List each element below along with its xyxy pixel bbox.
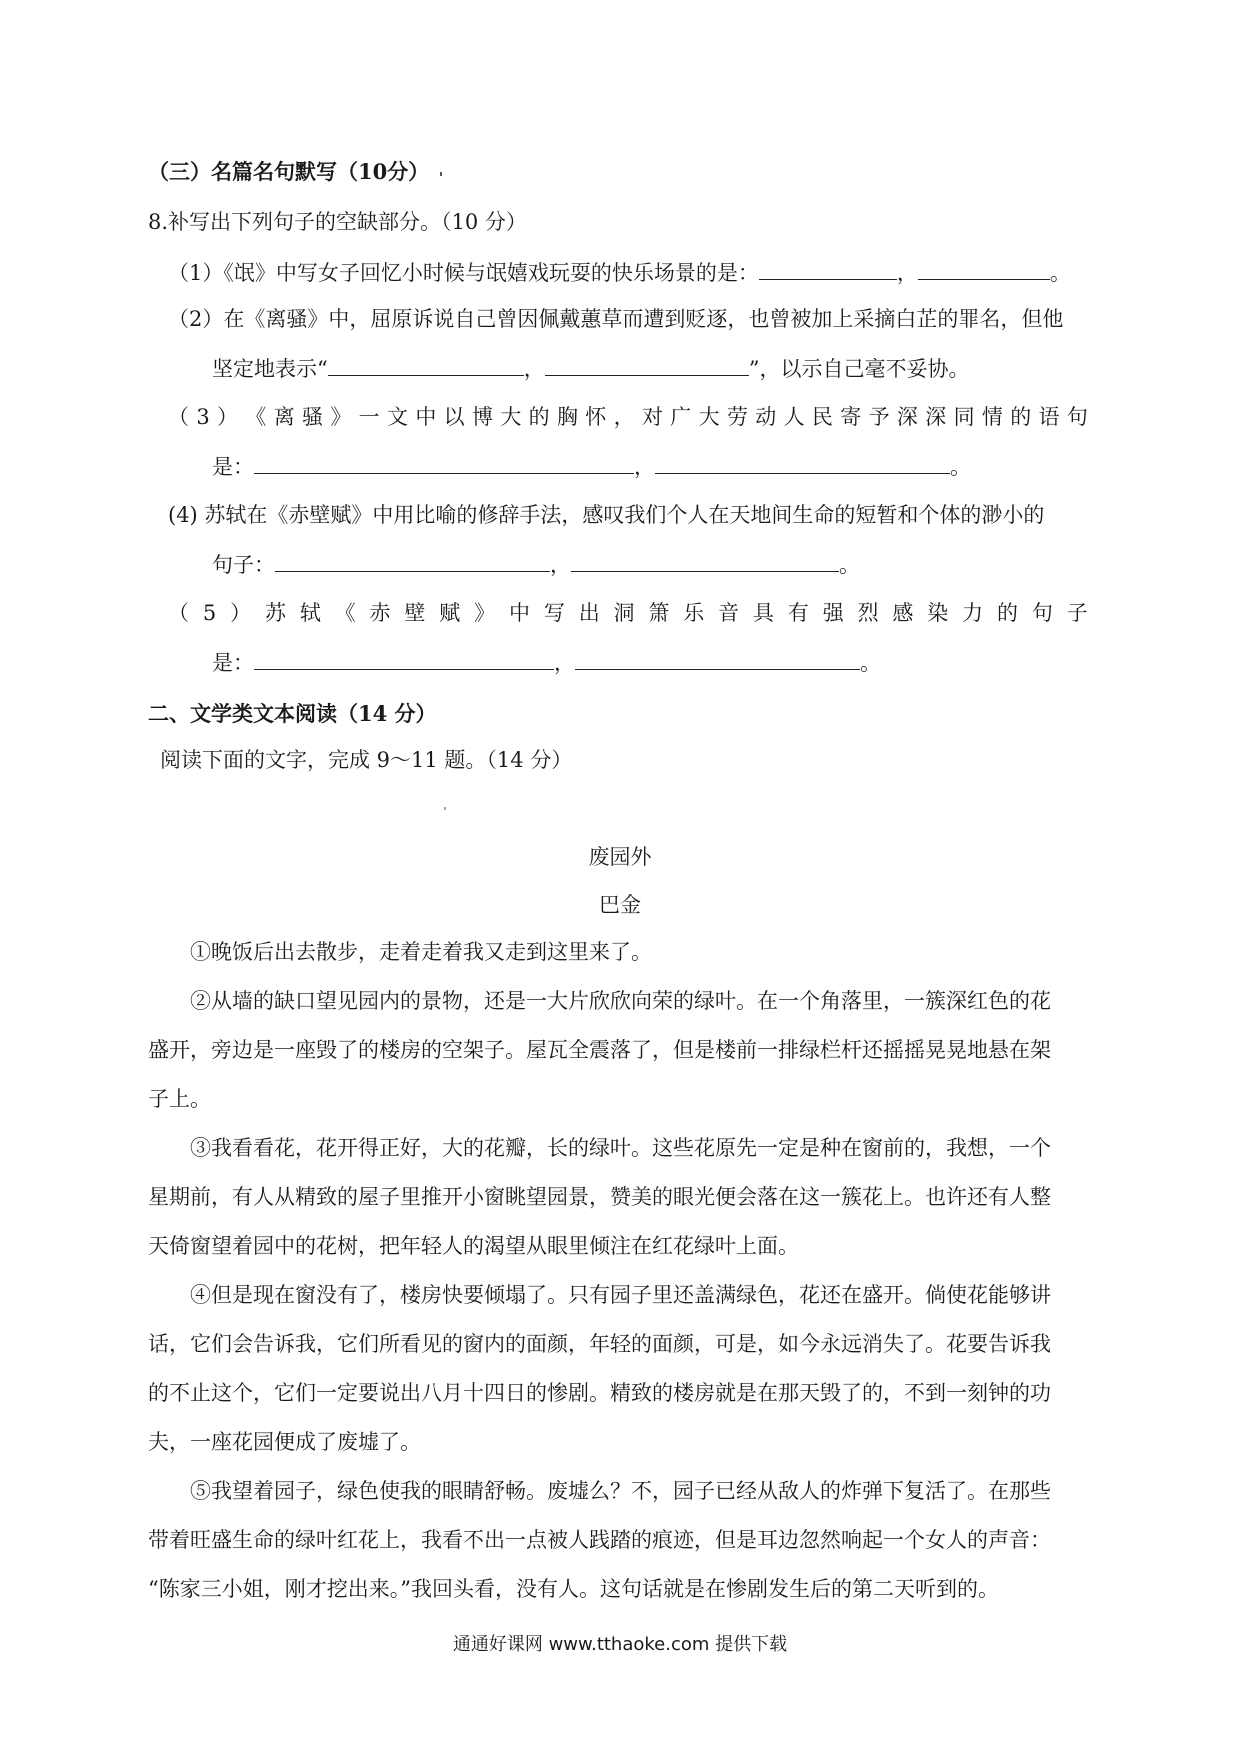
spaced-char: 中 — [415, 405, 437, 429]
print-speck — [440, 172, 442, 176]
spaced-char: 寄 — [840, 405, 862, 429]
print-speck — [444, 807, 446, 810]
spaced-char: 深 — [925, 405, 947, 429]
spaced-char: 的 — [997, 601, 1018, 625]
period: 。 — [950, 455, 971, 479]
article-paragraph-3-line-3: 天倚窗望着园中的花树，把年轻人的渴望从眼里倾注在红花绿叶上面。 — [148, 1234, 799, 1258]
spaced-char: 3 — [196, 405, 210, 429]
q8-item-1 — [168, 257, 1071, 288]
spaced-char: 壁 — [404, 601, 426, 625]
spaced-char: 音 — [718, 601, 740, 625]
spaced-char: 的 — [1010, 405, 1032, 429]
spaced-char: 语 — [1038, 405, 1060, 429]
article-paragraph-5-line-3: “陈家三小姐，刚才挖出来。”我回头看，没有人。这句话就是在惨剧发生后的第二天听到的。 — [148, 1577, 999, 1601]
article-paragraph-5-line-2: 带着旺盛生命的绿叶红花上，我看不出一点被人践踏的痕迹，但是耳边忽然响起一个女人的声音： — [148, 1528, 1051, 1552]
spaced-char: 染 — [927, 601, 949, 625]
comma: ， — [550, 553, 571, 577]
spaced-char: 劳 — [726, 405, 748, 429]
answer-blank[interactable] — [655, 451, 950, 474]
spaced-char: ， — [613, 405, 635, 429]
answer-blank[interactable] — [254, 451, 634, 474]
spaced-char: 出 — [578, 601, 600, 625]
spaced-char: 《 — [334, 601, 356, 625]
spaced-char: 予 — [868, 405, 890, 429]
spaced-char: 怀 — [585, 405, 607, 429]
spaced-char: 对 — [641, 405, 663, 429]
answer-blank[interactable] — [328, 353, 524, 376]
comma: ， — [896, 261, 918, 285]
article-paragraph-2-line-3: 子上。 — [148, 1087, 211, 1111]
spaced-char: 力 — [962, 601, 984, 625]
q8-item-5-line-2 — [212, 647, 881, 678]
spaced-char: 离 — [273, 405, 295, 429]
spaced-char: 大 — [698, 405, 720, 429]
reading-instruction: 阅读下面的文字，完成 9～11 题。（14 分） — [160, 748, 573, 772]
period: 。 — [860, 651, 881, 675]
item-2-tail: ”，以示自己毫不妥协。 — [748, 357, 970, 381]
spaced-char: 中 — [508, 601, 530, 625]
spaced-char: 感 — [892, 601, 914, 625]
answer-blank[interactable] — [759, 257, 897, 280]
spaced-char: （ — [168, 405, 189, 429]
spaced-char: 洞 — [613, 601, 635, 625]
q8-item-2-line-2 — [212, 353, 970, 384]
section-3-heading: （三）名篇名句默写（10分） — [148, 159, 430, 184]
spaced-char: 人 — [783, 405, 805, 429]
spaced-char: 一 — [358, 405, 380, 429]
article-paragraph-1: ①晚饭后出去散步，走着走着我又走到这里来了。 — [190, 940, 652, 964]
item-5-lead: 是： — [212, 651, 254, 675]
answer-blank[interactable] — [575, 647, 860, 670]
spaced-char: 深 — [896, 405, 918, 429]
spaced-char: 烈 — [857, 601, 879, 625]
spaced-char: 写 — [543, 601, 565, 625]
spaced-char: 民 — [811, 405, 833, 429]
article-paragraph-2-line-1: ②从墙的缺口望见园内的景物，还是一大片欣欣向荣的绿叶。在一个角落里，一簇深红色的花 — [190, 989, 1051, 1013]
article-paragraph-3-line-2: 星期前，有人从精致的屋子里推开小窗眺望园景，赞美的眼光便会落在这一簇花上。也许还有人整 — [148, 1185, 1051, 1209]
period: 。 — [1049, 261, 1071, 285]
article-paragraph-4-line-1: ④但是现在窗没有了，楼房快要倾塌了。只有园子里还盖满绿色，花还在盛开。倘使花能够讲 — [190, 1283, 1051, 1307]
answer-blank[interactable] — [571, 549, 839, 572]
item-1-text: （1）《氓》中写女子回忆小时候与氓嬉戏玩耍的快乐场景的是： — [168, 261, 759, 285]
spaced-char: 箫 — [648, 601, 670, 625]
spaced-char: 动 — [755, 405, 777, 429]
article-paragraph-4-line-2: 话，它们会告诉我，它们所看见的窗内的面颜，年轻的面颜，可是，如今永远消失了。花要告诉我 — [148, 1332, 1051, 1356]
spaced-char: 》 — [330, 405, 352, 429]
answer-blank[interactable] — [918, 257, 1050, 280]
spaced-char: 《 — [245, 405, 267, 429]
spaced-char: 同 — [953, 405, 975, 429]
q8-item-2-line-1: （2）在《离骚》中，屈原诉说自己曾因佩戴蕙草而遭到贬逐，也曾被加上采摘白芷的罪名，但他 — [168, 307, 1064, 331]
spaced-char: ） — [217, 405, 239, 429]
page-footer: 通通好课网 www.tthaoke.com 提供下载 — [452, 1634, 788, 1655]
question-8-prompt: 8.补写出下列句子的空缺部分。（10 分） — [148, 210, 527, 234]
article-title: 废园外 — [588, 845, 652, 869]
spaced-char: 文 — [387, 405, 408, 429]
spaced-char: 的 — [528, 405, 550, 429]
answer-blank[interactable] — [254, 647, 554, 670]
article-paragraph-5-line-1: ⑤我望着园子，绿色使我的眼睛舒畅。废墟么？不，园子已经从敌人的炸弹下复活了。在那些 — [190, 1479, 1051, 1503]
article-author: 巴金 — [599, 893, 641, 917]
q8-item-3-line-2 — [212, 451, 971, 482]
item-3-lead: 是： — [212, 455, 254, 479]
article-paragraph-4-line-4: 夫，一座花园便成了废墟了。 — [148, 1430, 421, 1454]
spaced-char: 胸 — [556, 405, 578, 429]
q8-item-4-line-1: (4) 苏轼在《赤壁赋》中用比喻的修辞手法，感叹我们个人在天地间生命的短暂和个体的渺小的 — [168, 503, 1045, 527]
spaced-char: 大 — [500, 405, 522, 429]
spaced-char: 5 — [202, 601, 217, 625]
item-2-lead: 坚定地表示“ — [212, 357, 328, 381]
spaced-char: 句 — [1031, 601, 1053, 625]
answer-blank[interactable] — [545, 353, 749, 376]
spaced-char: （ — [168, 601, 189, 625]
spaced-char: 苏 — [264, 601, 286, 625]
item-4-lead: 句子： — [212, 553, 275, 577]
comma: ， — [523, 357, 545, 381]
spaced-char: 情 — [981, 405, 1003, 429]
article-paragraph-2-line-2: 盛开，旁边是一座毁了的楼房的空架子。屋瓦全震落了，但是楼前一排绿栏杆还摇摇晃晃地悬在架 — [148, 1038, 1051, 1062]
spaced-char: 子 — [1066, 601, 1088, 625]
q8-item-5-line-1 — [168, 598, 1088, 628]
spaced-char: 轼 — [299, 601, 321, 625]
spaced-char: 具 — [752, 601, 774, 625]
article-paragraph-3-line-1: ③我看看花，花开得正好，大的花瓣，长的绿叶。这些花原先一定是种在窗前的，我想，一个 — [190, 1136, 1051, 1160]
spaced-char: 句 — [1066, 405, 1088, 429]
q8-item-4-line-2 — [212, 549, 860, 580]
comma: ， — [554, 651, 575, 675]
spaced-char: ） — [230, 601, 252, 625]
spaced-char: 乐 — [683, 601, 705, 625]
spaced-char: 赤 — [369, 601, 391, 625]
spaced-char: 博 — [471, 405, 493, 429]
section-2-heading: 二、文学类文本阅读（14 分） — [148, 701, 437, 726]
spaced-char: 骚 — [302, 405, 324, 429]
answer-blank[interactable] — [275, 549, 550, 572]
period: 。 — [839, 553, 860, 577]
spaced-char: 赋 — [439, 601, 461, 625]
q8-item-3-line-1 — [168, 402, 1088, 432]
spaced-char: 强 — [822, 601, 844, 625]
spaced-char: 广 — [670, 405, 692, 429]
spaced-char: 》 — [474, 601, 496, 625]
comma: ， — [634, 455, 655, 479]
spaced-char: 以 — [443, 405, 465, 429]
spaced-char: 有 — [787, 601, 809, 625]
article-paragraph-4-line-3: 的不止这个，它们一定要说出八月十四日的惨剧。精致的楼房就是在那天毁了的，不到一刻钟的功 — [148, 1381, 1051, 1405]
